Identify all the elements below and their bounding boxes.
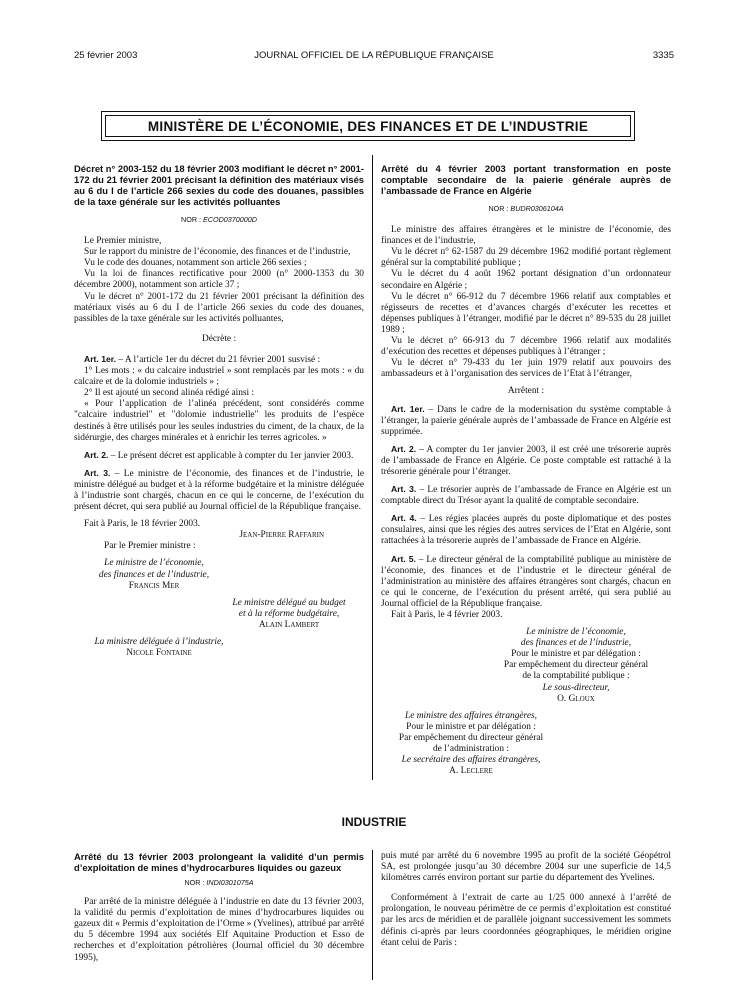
- paragraph: Par arrêté de la ministre déléguée à l’industrie en date du 13 février 2003, la validité du permis d’exploitation de mines d’hydrocarbures liquides ou gazeux dit « Permis d’exploitation de l’Orme » (Yvelines), attribué par arrêté du 5 décembre 1994 aux sociétés Elf Aquitaine Production et Esso de recherches et d’exploitation pétrolières (Journal officiel du 30 décembre 1995),: [74, 897, 364, 963]
- paragraph: Vu le décret n° 79-433 du 1er juin 1979 relatif aux pouvoirs des ambassadeurs et à l’organisation des services de l’Etat à l’étranger,: [381, 358, 671, 380]
- signature-pm: Jean-Pierre Raffarin: [239, 530, 324, 541]
- signature-line: de la comptabilité publique :: [522, 671, 630, 682]
- paragraph: puis muté par arrêté du 6 novembre 1995 au profit de la société Géopétrol SA, est prolongée jusqu’au 30 décembre 2004 sur une superficie de 14,5 kilomètres carrés environ portant sur partie du département des Yvelines.: [381, 851, 671, 884]
- article-4: Art. 4. – Les régies placées auprès du poste diplomatique et des postes consulaires, ainsi que les régies des autres services de l’Etat en Algérie, sont rattachées à la trésorerie auprès de l’ambassade de France en Algérie.: [381, 513, 672, 547]
- signature-title: des finances et de l’industrie,: [98, 569, 210, 580]
- signature-par: Par le Premier ministre :: [104, 541, 196, 552]
- decrete-label: Décrète :: [201, 333, 237, 344]
- signature-title: et à la réforme budgétaire,: [238, 608, 340, 619]
- signature-date: Fait à Paris, le 18 février 2003.: [84, 519, 201, 530]
- signature-line: Par empêchement du directeur général: [503, 660, 649, 671]
- paragraph: Vu le décret du 4 août 1962 portant désignation d’un ordonnateur secondaire en Algérie ;: [381, 269, 671, 291]
- signature-name: O. Gloux: [557, 693, 595, 704]
- journal-title: JOURNAL OFFICIEL DE LA RÉPUBLIQUE FRANÇAISE: [254, 50, 494, 61]
- signature-name: Alain Lambert: [258, 619, 320, 630]
- signature-line: de l’administration :: [432, 744, 510, 755]
- signature-title: Le secrétaire des affaires étrangères,: [401, 755, 541, 766]
- arrete-column: [381, 163, 671, 777]
- industrie-right-column: [381, 851, 671, 949]
- signature-line: Pour le ministre et par délégation :: [406, 721, 536, 732]
- paragraph: Vu le décret n° 66-913 du 7 décembre 1966 relatif aux modalités d’exécution des recettes et dépenses publiques à l’étranger ;: [381, 336, 671, 358]
- signature-line: Par empêchement du directeur général: [398, 732, 544, 743]
- industrie-left-column: [74, 851, 364, 964]
- paragraph: Sur le rapport du ministre de l’économie, des finances et de l’industrie,: [84, 247, 351, 258]
- paragraph: Vu la loi de finances rectificative pour 2000 (n° 2000-1353 du 30 décembre 2000), notamment son article 37 ;: [74, 269, 364, 291]
- paragraph: Vu le décret n° 62-1587 du 29 décembre 1962 modifié portant règlement général sur la comptabilité publique ;: [381, 247, 671, 269]
- signature-name: Nicole Fontaine: [126, 648, 192, 659]
- article-1: Art. 1er. – Dans le cadre de la modernisation du système comptable à l’étranger, la paierie générale auprès de l’ambassade de France en Algérie est supprimée.: [381, 403, 671, 437]
- column-divider: [372, 155, 373, 780]
- ministry-title: MINISTÈRE DE L’ÉCONOMIE, DES FINANCES ET DE L’INDUSTRIE: [147, 118, 589, 134]
- article-3: Art. 3. – Le ministre de l’économie, des finances et de l’industrie, le ministre délégué au budget et à la réforme budgétaire et la ministre déléguée à l’industrie sont chargés, chacun en ce qui le concerne, de l’exécution du présent décret, qui sera publié au Journal officiel de la République française.: [74, 467, 364, 513]
- paragraph: Le ministre des affaires étrangères et le ministre de l’économie, des finances et de l’industrie,: [381, 225, 671, 247]
- decret-title: Décret n° 2003-152 du 18 février 2003 modifiant le décret n° 2001-172 du 21 février 2001 précisant la définition des matériaux visés au 6 du I de l’article 266 sexies du code des douanes, passibles de la taxe générale sur les activités polluantes: [74, 163, 364, 207]
- article-1: Art. 1er. – A l’article 1er du décret du 21 février 2001 susvisé :: [84, 353, 321, 365]
- industrie-nor: NOR : INDI0301075A: [184, 878, 254, 887]
- paragraph: « Pour l’application de l’alinéa précédent, sont considérés comme "calcaire industriel" et "dolomie industrielle" les produits de l’espèce destinés à être utilisés pour les seules industries du ciment, de la chaux, de la sidérurgie, des charges minérales et à enrichir les terres agricoles. »: [74, 399, 364, 443]
- paragraph: 2° Il est ajouté un second alinéa rédigé ainsi :: [84, 388, 255, 399]
- paragraph: Vu le code des douanes, notamment son article 266 sexies ;: [84, 258, 307, 269]
- signature-title: des finances et de l’industrie,: [520, 638, 632, 649]
- section-heading: INDUSTRIE: [341, 815, 407, 829]
- article-3: Art. 3. – Le trésorier auprès de l’ambassade de France en Algérie est un comptable direct du Trésor ayant la qualité de comptable secondaire.: [381, 484, 672, 507]
- arretent-label: Arrêtent :: [507, 386, 545, 397]
- paragraph: 1° Les mots : « du calcaire industriel » sont remplacés par les mots : « du calcaire et de la dolomie industriels » ;: [74, 366, 364, 388]
- arrete-title: Arrêté du 4 février 2003 portant transformation en poste comptable secondaire de la paierie générale auprès de l’ambassade de France en Algérie: [381, 163, 671, 196]
- industrie-title: Arrêté du 13 février 2003 prolongeant la validité d’un permis d’exploitation de mines d’hydrocarbures liquides ou gazeux: [74, 851, 364, 873]
- signature-name: A. Leclere: [449, 766, 493, 777]
- signature-line: Pour le ministre et par délégation :: [511, 649, 641, 660]
- signature-title: La ministre déléguée à l’industrie,: [94, 637, 224, 647]
- decret-column: [74, 163, 364, 659]
- ministry-banner: [101, 111, 635, 141]
- signature-title: Le ministre de l’économie,: [104, 558, 204, 569]
- signature-title: Le ministre délégué au budget: [232, 597, 346, 608]
- column-divider: [372, 850, 373, 980]
- article-5: Art. 5. – Le directeur général de la comptabilité publique au ministère de l’économie, des finances et de l’industrie et le directeur général de l’administration au ministère des affaires étrangères sont chargés, chacun en ce qui le concerne, de l’exécution du présent arrêté, qui sera publié au Journal officiel de la République française.: [381, 553, 671, 609]
- signature-title: Le sous-directeur,: [542, 682, 610, 693]
- header-date: 25 février 2003: [74, 50, 138, 61]
- arrete-nor: NOR : BUDR0306104A: [488, 204, 564, 213]
- signature-name: Francis Mer: [128, 580, 180, 591]
- signature-title: Le ministre de l’économie,: [526, 627, 626, 638]
- paragraph: Vu le décret n° 66-912 du 7 décembre 1966 relatif aux comptables et régisseurs de recettes et d’avances chargés d’exécuter les recettes et dépenses publiques à l’étranger, modifié par le décret n° 89-535 du 28 juillet 1989 ;: [381, 291, 671, 335]
- signature-title: Le ministre des affaires étrangères,: [404, 710, 538, 721]
- article-2: Art. 2. – Le présent décret est applicable à compter du 1er janvier 2003.: [84, 449, 354, 461]
- article-2: Art. 2. – A compter du 1er janvier 2003, il est créé une trésorerie auprès de l’ambassade de France en Algérie. Ce poste comptable est rattaché à la trésorerie générale pour l’étranger.: [381, 443, 671, 477]
- decret-nor: NOR : ECOD0370000D: [181, 215, 257, 224]
- paragraph: Conformément à l’extrait de carte au 1/25 000 annexé à l’arrêté de prolongation, le nouveau périmètre de ce permis d’exploitation est constitué par les arcs de méridien et de parallèle joignant successivement les sommets définis ci-après par leurs coordonnées géographiques, le méridien origine étant celui de Paris :: [381, 893, 671, 948]
- page-number: 3335: [652, 50, 674, 61]
- paragraph: Le Premier ministre,: [84, 236, 162, 247]
- signature-date: Fait à Paris, le 4 février 2003.: [391, 610, 503, 620]
- paragraph: Vu le décret n° 2001-172 du 21 février 2001 précisant la définition des matériaux visés au 6 du I de l’article 266 sexies du code des douanes, passibles de la taxe générale sur les activités polluantes,: [74, 291, 364, 324]
